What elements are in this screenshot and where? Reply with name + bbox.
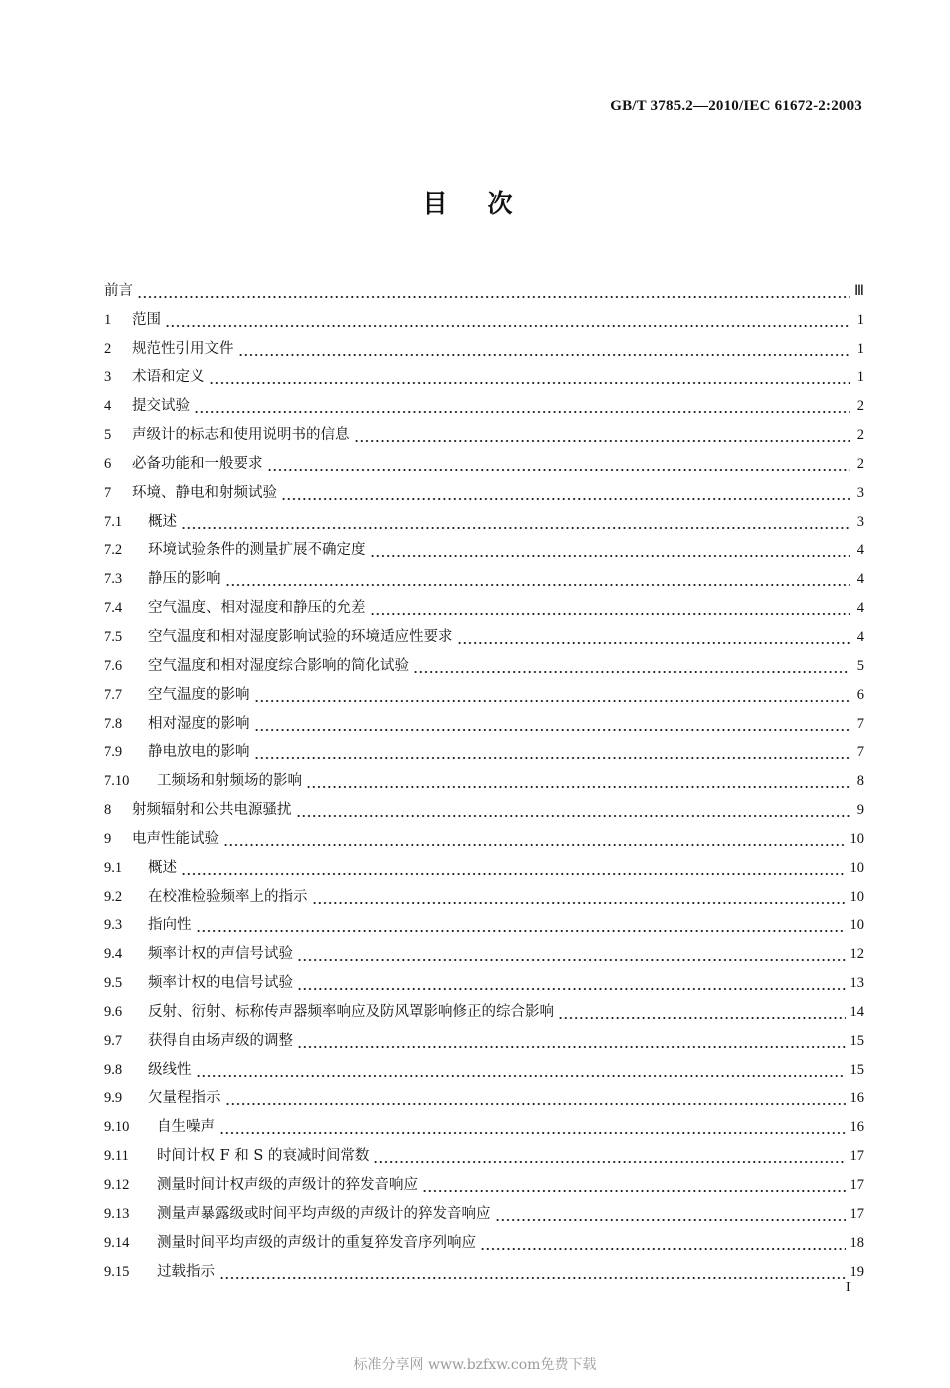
dot-leader: [223, 829, 846, 849]
toc-entry-title: 频率计权的电信号试验: [148, 975, 293, 992]
toc-entry-page: 6: [856, 686, 864, 703]
toc-entry[interactable]: [104, 878, 864, 907]
toc-entry-title: 时间计权 F 和 S 的衰减时间常数: [157, 1148, 370, 1165]
toc-entry-page: 14: [849, 1003, 864, 1020]
toc-entry-title: 获得自由场声级的调整: [148, 1032, 293, 1049]
toc-entry-page: 5: [856, 657, 864, 674]
dot-leader: [370, 598, 851, 618]
toc-entry-number: 7.8: [104, 715, 123, 732]
toc-entry-page: 9: [856, 802, 864, 819]
toc-entry-number: 9.12: [104, 1177, 130, 1193]
toc-entry[interactable]: [104, 359, 864, 388]
toc-entry-page: 1: [856, 369, 864, 386]
toc-entry[interactable]: [104, 734, 864, 763]
watermark: 标准分享网 www.bzfxw.com免费下载: [353, 1357, 597, 1373]
toc-entry-number: 3: [104, 369, 112, 386]
toc-entry-number: 9.2: [104, 888, 123, 905]
toc-entry-title: 空气温度的影响: [148, 686, 250, 703]
toc-entry-page: 3: [856, 484, 864, 501]
toc-entry-title: 过载指示: [157, 1263, 215, 1280]
toc-entry-page: 2: [856, 455, 864, 472]
toc-entry-title: 自生噪声: [157, 1119, 215, 1136]
toc-entry-page: 4: [856, 600, 864, 617]
toc-entry-title: 在校准检验频率上的指示: [148, 888, 308, 905]
toc-entry-page: 10: [849, 917, 864, 934]
toc-entry-title: 反射、衍射、标称传声器频率响应及防风罩影响修正的综合影响: [148, 1003, 554, 1020]
toc-entry-number: 2: [104, 340, 112, 357]
dot-leader: [297, 973, 846, 993]
toc-entry[interactable]: [104, 907, 864, 936]
toc-entry[interactable]: [104, 849, 864, 878]
toc-entry-number: 5: [104, 427, 112, 444]
dot-leader: [225, 569, 851, 589]
toc-entry[interactable]: [104, 618, 864, 647]
page-folio: I: [846, 1280, 851, 1295]
dot-leader: [558, 1002, 846, 1022]
toc-entry[interactable]: [104, 387, 864, 416]
dot-leader: [495, 1204, 846, 1224]
toc-entry-title: 测量时间计权声级的声级计的猝发音响应: [157, 1177, 418, 1193]
toc-entry[interactable]: [104, 560, 864, 589]
toc-entry-number: 7.2: [104, 542, 123, 559]
toc-entry-page: 2: [856, 427, 864, 444]
toc-entry[interactable]: [104, 993, 864, 1022]
toc-entry[interactable]: [104, 791, 864, 820]
toc-entry-title: 测量声暴露级或时间平均声级的声级计的猝发音响应: [157, 1205, 491, 1222]
toc-entry-title: 静压的影响: [148, 571, 221, 588]
toc-entry[interactable]: [104, 705, 864, 734]
toc-entry[interactable]: [104, 272, 864, 301]
toc-entry-number: 9.10: [104, 1119, 130, 1136]
toc-entry-title: 级线性: [148, 1061, 192, 1078]
toc-entry-title: 频率计权的声信号试验: [148, 946, 293, 963]
toc-entry-number: 7.3: [104, 571, 123, 588]
dot-leader: [373, 1146, 845, 1166]
toc-entry-title: 范围: [132, 311, 161, 328]
toc-entry-page: 4: [856, 571, 864, 588]
dot-leader: [267, 454, 851, 474]
toc-entry-title: 空气温度和相对湿度影响试验的环境适应性要求: [148, 628, 453, 645]
toc-entry-page: 12: [849, 946, 864, 963]
toc-entry-title: 术语和定义: [132, 369, 205, 386]
toc-entry-page: 19: [849, 1263, 864, 1280]
toc-entry-number: 9.14: [104, 1234, 130, 1251]
dot-leader: [457, 627, 851, 647]
toc-entry-page: 7: [856, 715, 864, 732]
toc-entry[interactable]: [104, 820, 864, 849]
page-title: 目次: [422, 189, 553, 218]
toc-entry-number: 1: [104, 311, 112, 328]
toc-entry-page: 18: [849, 1234, 864, 1251]
toc-entry-page: 15: [849, 1061, 864, 1078]
table-of-contents: [104, 272, 864, 1282]
standard-number: GB/T 3785.2—2010/IEC 61672-2:2003: [610, 98, 862, 114]
dot-leader: [254, 685, 851, 705]
toc-entry-title: 环境、静电和射频试验: [132, 484, 277, 501]
toc-entry-page: 3: [856, 513, 864, 530]
toc-entry-page: 16: [849, 1090, 864, 1107]
toc-entry-number: 7.7: [104, 686, 123, 703]
dot-leader: [297, 944, 846, 964]
toc-entry-title: 前言: [104, 282, 133, 299]
dot-leader: [254, 742, 851, 762]
dot-leader: [297, 1031, 846, 1051]
toc-entry-number: 7.5: [104, 628, 123, 645]
toc-entry[interactable]: [104, 1080, 864, 1109]
dot-leader: [194, 396, 850, 416]
dot-leader: [219, 1262, 846, 1282]
dot-leader: [219, 1117, 846, 1137]
toc-entry[interactable]: [104, 301, 864, 330]
toc-entry-number: 4: [104, 398, 112, 415]
toc-entry-title: 静电放电的影响: [148, 744, 250, 761]
toc-entry-title: 提交试验: [132, 398, 190, 415]
dot-leader: [196, 915, 846, 935]
toc-entry-title: 概述: [148, 513, 177, 530]
toc-entry-page: 1: [856, 311, 864, 328]
toc-entry-title: 概述: [148, 859, 177, 876]
toc-entry-page: 10: [849, 888, 864, 905]
toc-entry[interactable]: [104, 1195, 864, 1224]
toc-entry-number: 6: [104, 455, 112, 472]
toc-entry-number: 8: [104, 802, 112, 819]
toc-entry[interactable]: [104, 1137, 864, 1166]
dot-leader: [312, 887, 846, 907]
dot-leader: [413, 656, 850, 676]
toc-entry[interactable]: [104, 1253, 864, 1282]
dot-leader: [165, 310, 850, 330]
toc-entry-title: 测量时间平均声级的声级计的重复猝发音序列响应: [157, 1234, 476, 1251]
dot-leader: [225, 1088, 846, 1108]
toc-entry-page: 17: [849, 1177, 864, 1193]
toc-entry-title: 声级计的标志和使用说明书的信息: [132, 427, 350, 444]
dot-leader: [254, 714, 851, 734]
toc-entry[interactable]: [104, 1022, 864, 1051]
toc-entry[interactable]: [104, 935, 864, 964]
toc-entry[interactable]: [104, 330, 864, 359]
toc-entry-title: 指向性: [148, 917, 192, 934]
dot-leader: [281, 483, 850, 503]
toc-entry[interactable]: [104, 1108, 864, 1137]
toc-entry-page: 16: [849, 1119, 864, 1136]
toc-entry-number: 9: [104, 830, 112, 847]
toc-entry-number: 9.1: [104, 859, 123, 876]
toc-entry-page: 4: [856, 542, 864, 559]
toc-entry[interactable]: [104, 589, 864, 618]
dot-leader: [370, 540, 851, 560]
toc-entry[interactable]: [104, 416, 864, 445]
toc-entry-page: 10: [849, 830, 864, 847]
toc-entry-title: 工频场和射频场的影响: [157, 773, 302, 790]
toc-entry-title: 空气温度、相对湿度和静压的允差: [148, 600, 366, 617]
toc-entry-page: 10: [849, 859, 864, 876]
toc-entry-page: 7: [856, 744, 864, 761]
toc-entry-number: 9.3: [104, 917, 123, 934]
toc-entry-number: 9.13: [104, 1205, 130, 1222]
toc-entry-number: 9.7: [104, 1032, 123, 1049]
dot-leader: [137, 281, 850, 301]
toc-entry-title: 相对湿度的影响: [148, 715, 250, 732]
toc-entry-page: Ⅲ: [854, 282, 864, 299]
toc-entry[interactable]: [104, 647, 864, 676]
toc-entry[interactable]: [104, 503, 864, 532]
dot-leader: [422, 1175, 846, 1195]
dot-leader: [238, 339, 851, 359]
dot-leader: [296, 800, 851, 820]
dot-leader: [181, 858, 846, 878]
toc-entry-number: 9.5: [104, 975, 123, 992]
toc-entry[interactable]: [104, 964, 864, 993]
toc-entry-number: 7: [104, 484, 112, 501]
toc-entry-title: 环境试验条件的测量扩展不确定度: [148, 542, 366, 559]
toc-entry-number: 7.1: [104, 513, 123, 530]
toc-entry[interactable]: [104, 676, 864, 705]
toc-entry-title: 电声性能试验: [132, 830, 219, 847]
toc-entry-number: 7.9: [104, 744, 123, 761]
dot-leader: [480, 1233, 846, 1253]
toc-entry-title: 欠量程指示: [148, 1090, 221, 1107]
toc-entry-page: 17: [849, 1205, 864, 1222]
toc-entry[interactable]: [104, 1051, 864, 1080]
toc-entry-page: 8: [856, 773, 864, 790]
toc-entry-page: 2: [856, 398, 864, 415]
toc-entry-number: 9.9: [104, 1090, 123, 1107]
toc-entry-title: 规范性引用文件: [132, 340, 234, 357]
toc-entry-title: 空气温度和相对湿度综合影响的简化试验: [148, 657, 409, 674]
toc-entry[interactable]: [104, 445, 864, 474]
toc-entry[interactable]: [104, 474, 864, 503]
toc-entry-number: 7.6: [104, 657, 123, 674]
toc-entry-number: 9.8: [104, 1061, 123, 1078]
toc-entry-title: 必备功能和一般要求: [132, 455, 263, 472]
toc-entry-number: 7.10: [104, 773, 130, 790]
toc-entry-page: 15: [849, 1032, 864, 1049]
toc-entry-number: 9.4: [104, 946, 123, 963]
toc-entry-page: 17: [849, 1148, 864, 1165]
toc-entry-page: 4: [856, 628, 864, 645]
toc-entry-page: 13: [849, 975, 864, 992]
toc-entry[interactable]: [104, 1224, 864, 1253]
toc-entry-number: 9.6: [104, 1003, 123, 1020]
toc-entry-page: 1: [856, 340, 864, 357]
dot-leader: [209, 367, 851, 387]
dot-leader: [181, 512, 850, 532]
toc-entry-number: 7.4: [104, 600, 123, 617]
dot-leader: [306, 771, 850, 791]
toc-entry[interactable]: [104, 762, 864, 791]
toc-entry[interactable]: [104, 1166, 864, 1195]
toc-entry-title: 射频辐射和公共电源骚扰: [132, 802, 292, 819]
toc-entry-number: 9.15: [104, 1263, 130, 1280]
dot-leader: [354, 425, 851, 445]
toc-entry[interactable]: [104, 532, 864, 561]
toc-entry-number: 9.11: [104, 1148, 129, 1165]
dot-leader: [196, 1060, 846, 1080]
